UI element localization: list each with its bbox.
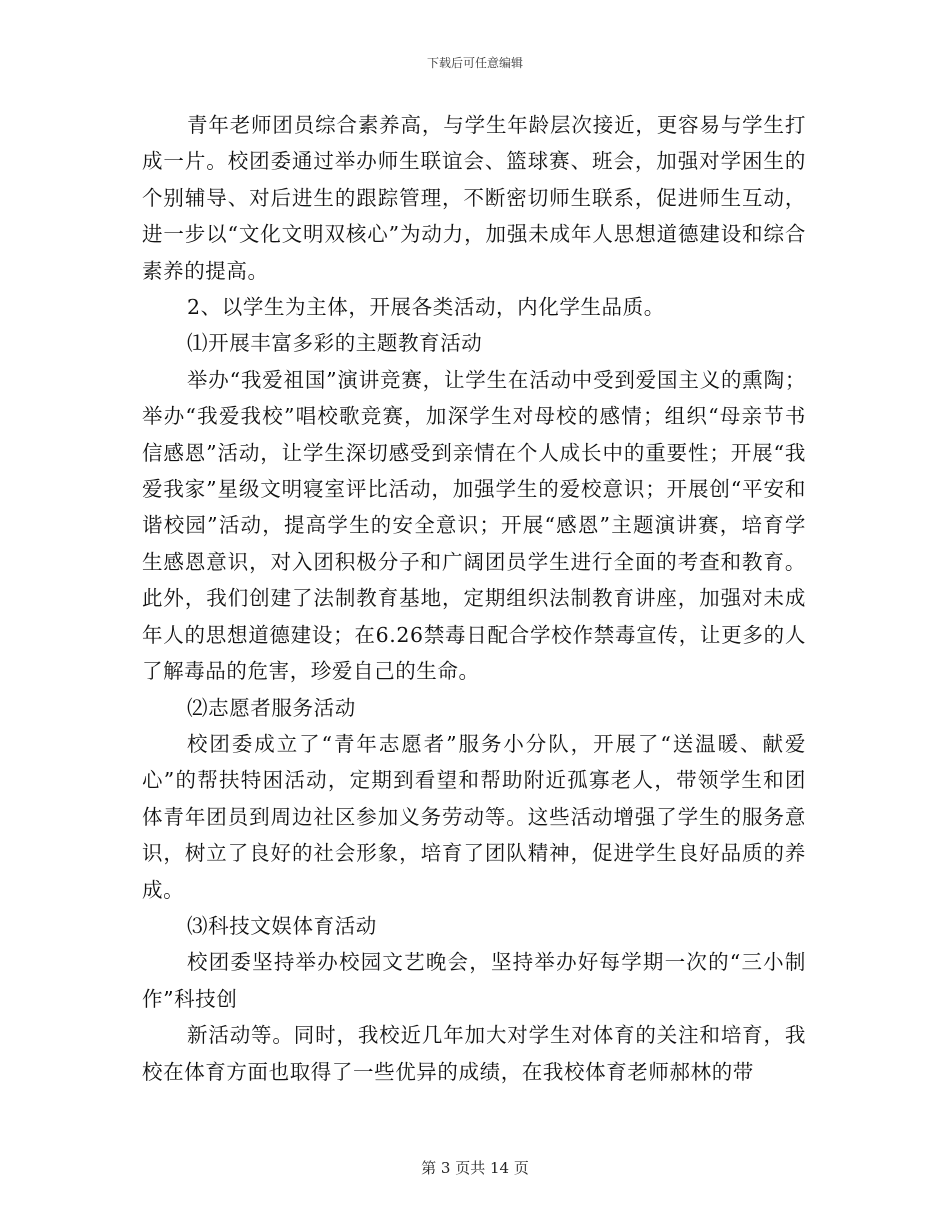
paragraph-tech-culture-sports-2: 新活动等。同时，我校近几年加大对学生对体育的关注和培育，我校在体育方面也取得了一些优异的成绩，在我校体育老师郝林的带 [142, 1023, 806, 1084]
paragraph-theme-education: 举办“我爱祖国”演讲竞赛，让学生在活动中受到爱国主义的熏陶；举办“我爱我校”唱校歌竞赛，加深学生对母校的感情；组织“母亲节书信感恩”活动，让学生深切感受到亲情在个人成长中的重要性；开展“我爱我家”星级文明寝室评比活动，加强学生的爱校意识；开展创“平安和谐校园”活动，提高学生的安全意识；开展“感恩”主题演讲赛，培育学生感恩意识，对入团积极分子和广阔团员学生进行全面的考查和教育。此外，我们创建了法制教育基地，定期组织法制教育讲座，加强对未成年人的思想道德建设；在6.26禁毒日配合学校作禁毒宣传，让更多的人了解毒品的危害，珍爱自己的生命。 [142, 367, 806, 684]
page-number-footer: 第 3 页共 14 页 [421, 1159, 529, 1177]
subheading-tech-culture-sports: ⑶科技文娱体育活动 [187, 913, 377, 938]
section-heading-student-activities: 2、以学生为主体，开展各类活动，内化学生品质。 [187, 295, 665, 320]
subheading-theme-education: ⑴开展丰富多彩的主题教育活动 [187, 331, 483, 356]
subheading-volunteer-service: ⑵志愿者服务活动 [187, 695, 356, 720]
document-body [142, 107, 806, 1090]
page-header: 下载后可任意编辑 [426, 56, 523, 70]
paragraph-volunteer-service: 校团委成立了“青年志愿者”服务小分队，开展了“送温暖、献爱心”的帮扶特困活动，定期到看望和帮助附近孤寡老人，带领学生和团体青年团员到周边社区参加义务劳动等。这些活动增强了学生的服务意识，树立了良好的社会形象，培育了团队精神，促进学生良好品质的养成。 [142, 731, 806, 902]
paragraph-teacher-members: 青年老师团员综合素养高，与学生年龄层次接近，更容易与学生打成一片。校团委通过举办师生联谊会、篮球赛、班会，加强对学困生的个别辅导、对后进生的跟踪管理，不断密切师生联系，促进师生互动，进一步以“文化文明双核心”为动力，加强未成年人思想道德建设和综合素养的提高。 [142, 113, 806, 283]
paragraph-tech-culture-sports-1: 校团委坚持举办校园文艺晚会，坚持举办好每学期一次的“三小制作”科技创 [142, 950, 806, 1011]
